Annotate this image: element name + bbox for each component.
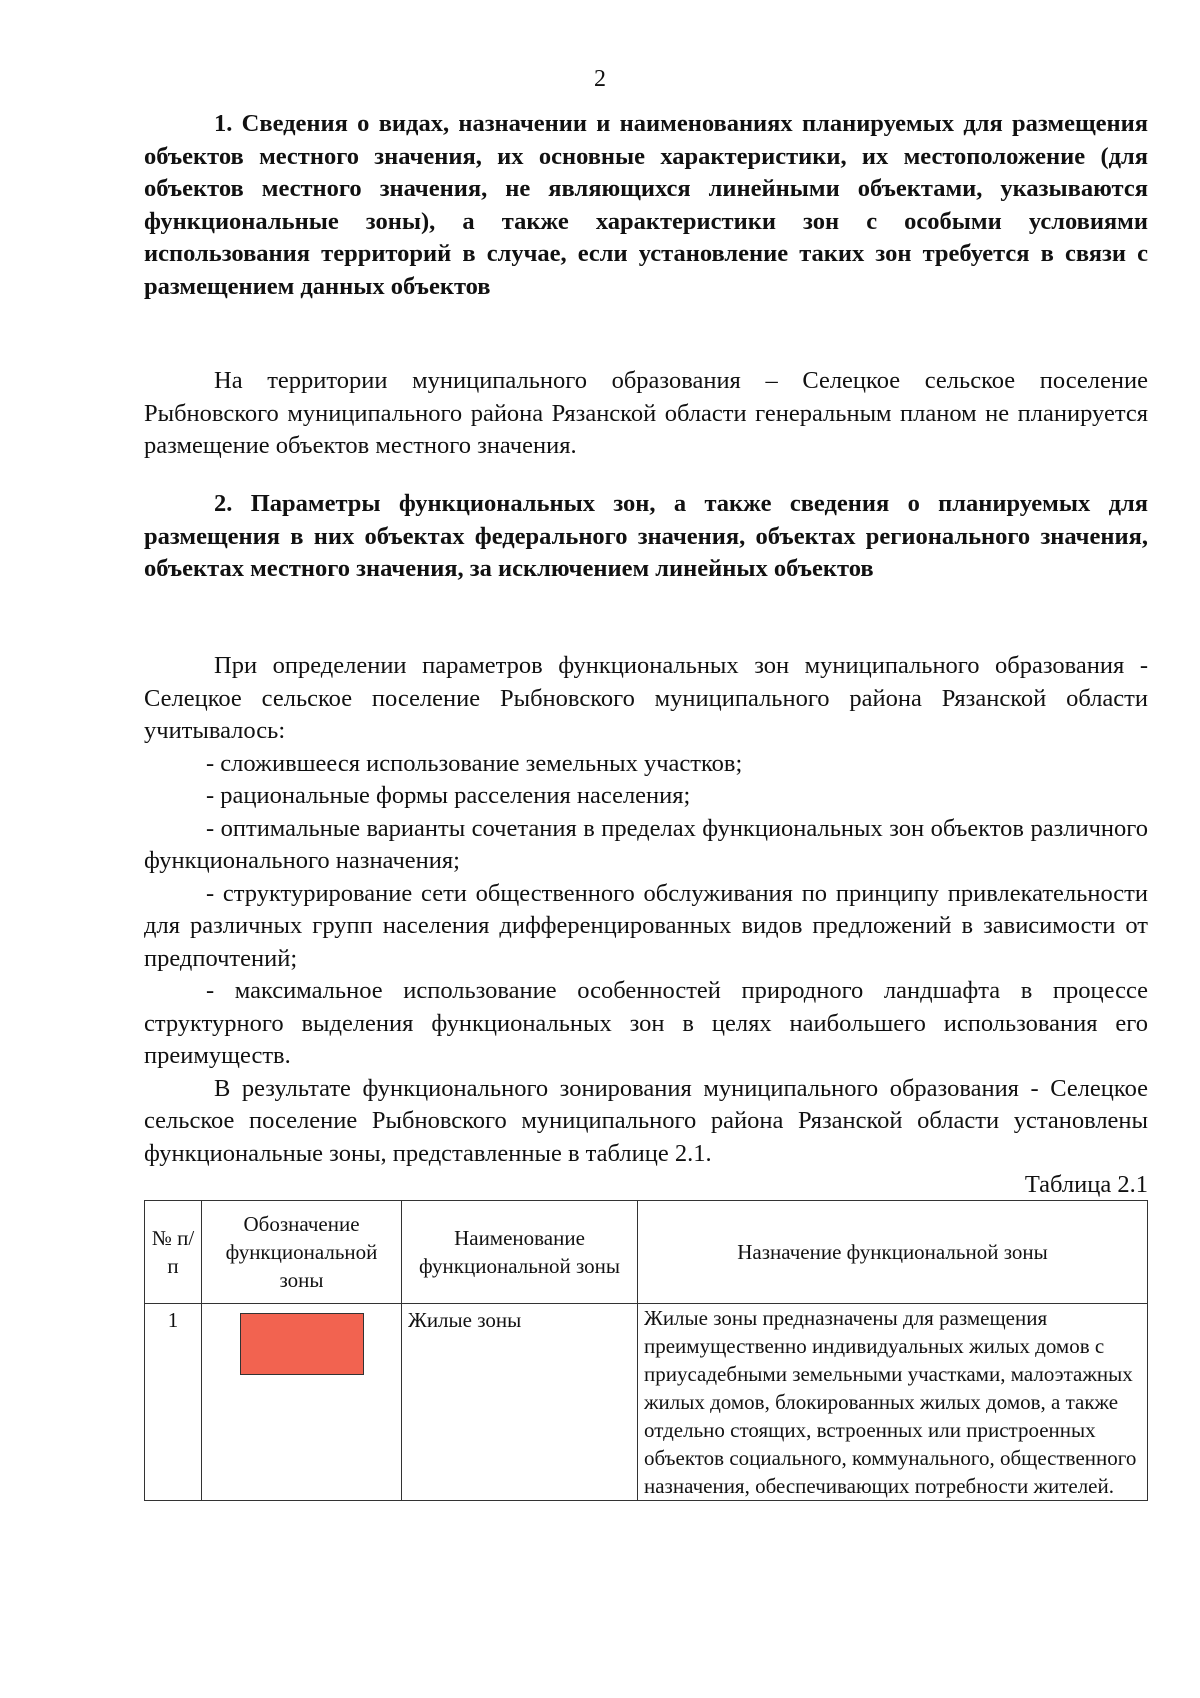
bullet-item: - максимальное использование особенностей природного ландшафта в процессе структурного выделения функциональных зон в целях наибольшего использования его преимуществ.: [144, 977, 1148, 1069]
section-1-body: [144, 365, 1148, 463]
page-number: 2: [594, 66, 606, 92]
row-num: 1: [145, 1304, 202, 1501]
section-2: [144, 488, 1148, 586]
header-purpose: Назначение функциональной зоны: [638, 1201, 1148, 1304]
header-name: Наименование функциональной зоны: [402, 1201, 638, 1304]
row-symbol: [202, 1304, 402, 1501]
table-header-row: [145, 1201, 1148, 1304]
section-1: [144, 108, 1148, 303]
row-name: Жилые зоны: [402, 1304, 638, 1501]
section-1-paragraph: На территории муниципального образования – Селецкое сельское поселение Рыбновского муниципального района Рязанской области генеральным планом не планируется размещение объектов местного значения.: [144, 367, 1148, 459]
zone-color-swatch: [240, 1313, 364, 1375]
row-purpose: Жилые зоны предназначены для размещения преимущественно индивидуальных жилых домов с приусадебными земельными участками, малоэтажных жилых домов, блокированных жилых домов, а также отдельно стоящих, встроенных или пристроенных объектов социального, коммунального, общественного назначения, обеспечивающих потребности жителей.: [638, 1304, 1148, 1501]
section-2-intro: При определении параметров функциональных зон муниципального образования - Селецкое сельское поселение Рыбновского муниципального района Рязанской области учитывалось:: [144, 652, 1148, 744]
table-row: [145, 1304, 1148, 1501]
section-1-heading: 1. Сведения о видах, назначении и наименованиях планируемых для размещения объектов местного значения, их основные характеристики, их местоположение (для объектов местного значения, не являющихся линейными объектами, указываются функциональные зоны), а также характеристики зон с особыми условиями использования территорий в случае, если установление таких зон требуется в связи с размещением данных объектов: [144, 110, 1148, 300]
header-symbol: Обозначение функциональной зоны: [202, 1201, 402, 1304]
table-caption: Таблица 2.1: [1024, 1171, 1148, 1198]
section-2-heading: 2. Параметры функциональных зон, а также сведения о планируемых для размещения в них объектах федерального значения, объектах регионального значения, объектах местного значения, за исключением линейных объектов: [144, 490, 1148, 582]
bullet-item: - структурирование сети общественного обслуживания по принципу привлекательности для различных групп населения дифференцированных видов предложений в зависимости от предпочтений;: [144, 879, 1148, 972]
section-2-result: В результате функционального зонирования муниципального образования - Селецкое сельское поселение Рыбновского муниципального района Рязанской области установлены функциональные зоны, представленные в таблице 2.1.: [144, 1074, 1148, 1167]
bullet-item: - оптимальные варианты сочетания в пределах функциональных зон объектов различного функционального назначения;: [144, 814, 1148, 874]
section-2-body: [144, 650, 1148, 1501]
zones-table: [144, 1200, 1148, 1501]
header-num: № п/п: [145, 1201, 202, 1304]
bullet-item: - рациональные формы расселения населения;: [206, 782, 691, 809]
bullet-item: - сложившееся использование земельных участков;: [206, 749, 743, 777]
